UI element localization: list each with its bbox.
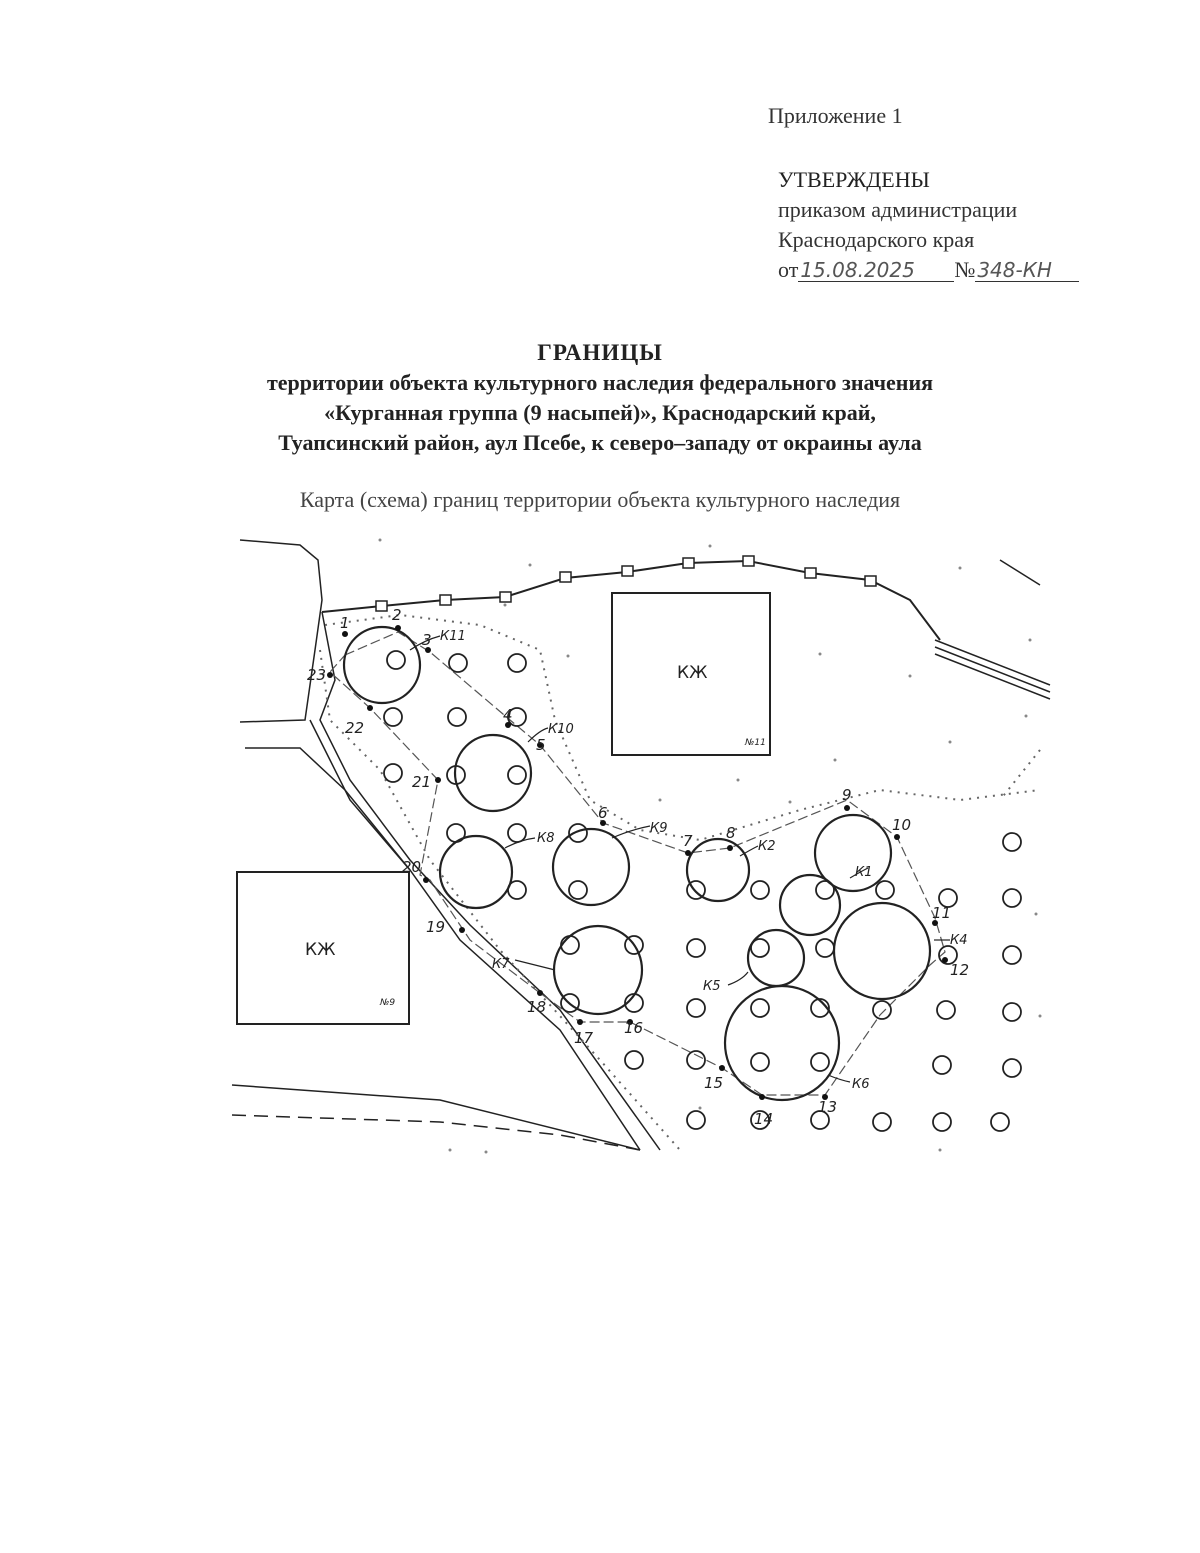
kurgan-K7	[554, 926, 642, 1014]
kurgan-label-K8: К8	[537, 831, 555, 846]
point-label-6: 6	[598, 804, 608, 822]
lot-11-number: №11	[745, 738, 766, 748]
title-line-1: территории объекта культурного наследия федерального значения	[266, 370, 934, 395]
point-label-18: 18	[527, 998, 547, 1016]
point-label-14: 14	[754, 1110, 774, 1128]
approved-by-order: приказом администрации	[778, 197, 1018, 222]
kurgan-K11	[344, 627, 420, 703]
title-main: ГРАНИЦЫ	[537, 340, 663, 365]
kurgan-K9	[553, 829, 629, 905]
kurgan-label-K2: К2	[758, 839, 776, 854]
from-label: от	[778, 257, 799, 282]
dotted-zone-line	[325, 615, 1040, 840]
building-lot-9-label: КЖ	[305, 940, 336, 960]
kurgan-K10	[455, 735, 531, 811]
title-line-3: Туапсинский район, аул Псебе, к северо–западу от окраины аула	[278, 430, 922, 455]
kurgan-label-K9: К9	[650, 821, 668, 836]
kurgan-label-K10: К10	[548, 722, 574, 737]
kurgan-label-K7: К7	[492, 957, 510, 972]
kurgan-label-K4: К4	[950, 933, 968, 948]
kurgan-leaders	[410, 636, 950, 1082]
approval-block	[778, 165, 1079, 285]
appendix-label: Приложение 1	[768, 103, 903, 128]
point-label-22: 22	[345, 719, 365, 737]
boundary-map	[0, 520, 1200, 1180]
point-label-17: 17	[574, 1029, 594, 1047]
kurgan-labels	[440, 629, 968, 1092]
kurgan-K5	[748, 930, 804, 986]
small-circle-grid	[384, 651, 1021, 1131]
approval-date-row	[778, 255, 1079, 285]
kurgan-label-K6: К6	[852, 1077, 870, 1092]
road-posts	[376, 556, 876, 611]
point-label-7: 7	[683, 832, 693, 850]
spot-height-marks	[379, 539, 1042, 1154]
kurgan-label-K5: К5	[703, 979, 721, 994]
point-label-19: 19	[426, 918, 446, 936]
point-label-3: 3	[422, 631, 432, 649]
point-label-1: 1	[340, 614, 350, 632]
point-label-2: 2	[392, 606, 402, 624]
point-label-13: 13	[818, 1098, 838, 1116]
northeast-road	[935, 560, 1050, 699]
approved-heading: УТВЕРЖДЕНЫ	[778, 167, 930, 192]
kurgan-K2	[687, 839, 749, 901]
point-label-4: 4	[503, 706, 513, 724]
dotted-zone-line-2	[1000, 750, 1040, 800]
point-label-20: 20	[402, 858, 422, 876]
point-label-11: 11	[932, 904, 952, 922]
kurgan-label-K11: К11	[440, 629, 466, 644]
point-label-12: 12	[950, 961, 970, 979]
number-sign: №	[954, 257, 976, 282]
point-label-8: 8	[726, 824, 736, 842]
dashed-road-edge	[232, 1115, 640, 1150]
kurgan-K6	[725, 986, 839, 1100]
point-label-10: 10	[892, 816, 912, 834]
point-label-9: 9	[842, 786, 852, 804]
handwritten-date: 15.08.2025	[798, 259, 954, 282]
approved-region: Краснодарского края	[778, 227, 975, 252]
point-label-5: 5	[536, 736, 546, 754]
kurgan-label-K1: К1	[855, 865, 873, 880]
point-label-16: 16	[624, 1019, 644, 1037]
handwritten-number: 348-КН	[975, 259, 1079, 282]
document-title	[0, 338, 1200, 458]
point-label-23: 23	[307, 666, 327, 684]
title-line-2: «Курганная группа (9 насыпей)», Краснодарский край,	[324, 400, 876, 425]
map-caption: Карта (схема) границ территории объекта культурного наследия	[299, 487, 901, 512]
kurgan-K4	[834, 903, 930, 999]
point-label-21: 21	[412, 773, 432, 791]
building-lot-11-label: КЖ	[677, 663, 708, 683]
point-label-15: 15	[704, 1074, 724, 1092]
kurgan-K8	[440, 836, 512, 908]
lot-9-number: №9	[380, 998, 396, 1008]
